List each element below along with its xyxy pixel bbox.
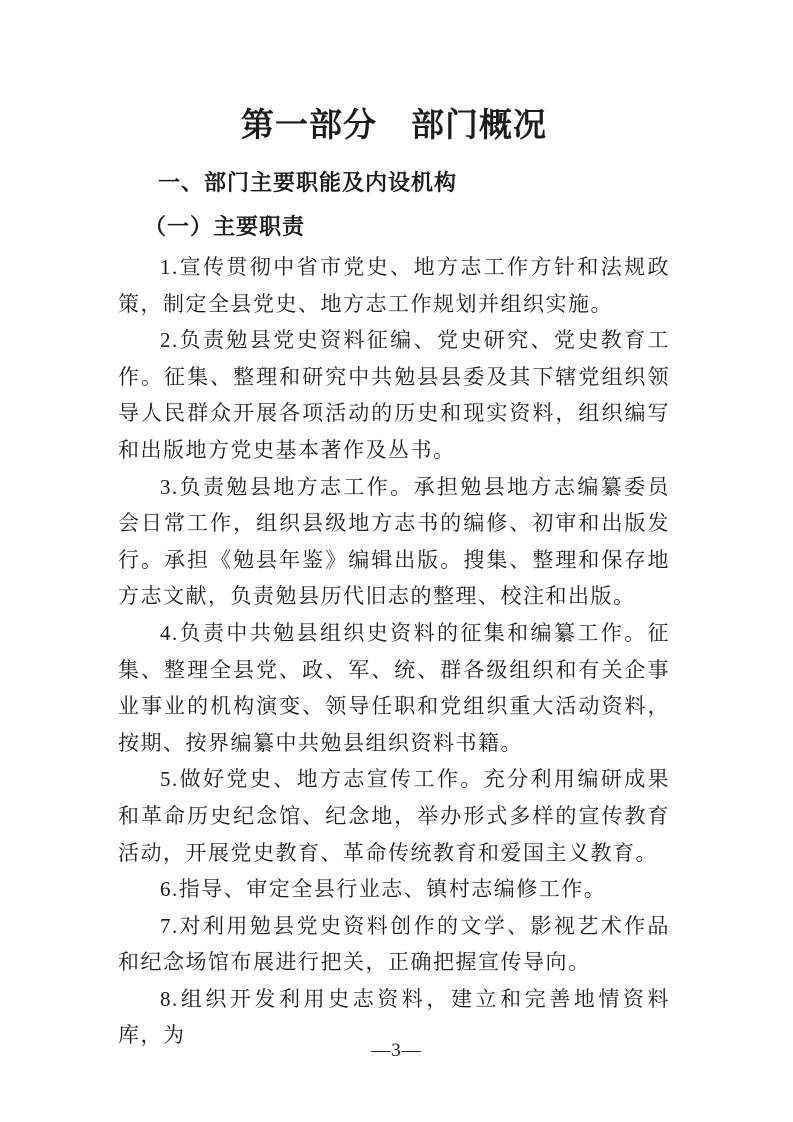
paragraph-4: 4.负责中共勉县组织史资料的征集和编纂工作。征集、整理全县党、政、军、统、群各级组织和有关企事业事业的机构演变、领导任职和党组织重大活动资料，按期、按界编纂中共勉县组织资料书籍。	[118, 620, 670, 755]
paragraph-7: 7.对利用勉县党史资料创作的文学、影视艺术作品和纪念场馆布展进行把关，正确把握宣传导向。	[118, 913, 670, 975]
paragraph-5: 5.做好党史、地方志宣传工作。充分利用编研成果和革命历史纪念馆、纪念地，举办形式多样的宣传教育活动，开展党史教育、革命传统教育和爱国主义教育。	[118, 767, 670, 865]
body-text	[118, 249, 670, 1054]
paragraph-3: 3.负责勉县地方志工作。承担勉县地方志编纂委员会日常工作，组织县级地方志书的编修、初审和出版发行。承担《勉县年鉴》编辑出版。搜集、整理和保存地方志文献，负责勉县历代旧志的整理、校注和出版。	[118, 474, 670, 609]
paragraph-2: 2.负责勉县党史资料征编、党史研究、党史教育工作。征集、整理和研究中共勉县县委及其下辖党组织领导人民群众开展各项活动的历史和现实资料，组织编写和出版地方党史基本著作及丛书。	[118, 328, 670, 462]
paragraph-6: 6.指导、审定全县行业志、镇村志编修工作。	[160, 877, 607, 902]
page-number: —3—	[371, 1040, 422, 1061]
subsection-heading: （一）主要职责	[144, 214, 306, 239]
paragraph-1: 1.宣传贯彻中省市党史、地方志工作方针和法规政策，制定全县党史、地方志工作规划并组织实施。	[118, 255, 670, 316]
section-heading: 一、部门主要职能及内设机构	[158, 170, 458, 195]
document-title: 第一部分 部门概况	[241, 108, 547, 144]
paragraph-8: 8.组织开发利用史志资料，建立和完善地情资料库，为	[118, 986, 670, 1048]
